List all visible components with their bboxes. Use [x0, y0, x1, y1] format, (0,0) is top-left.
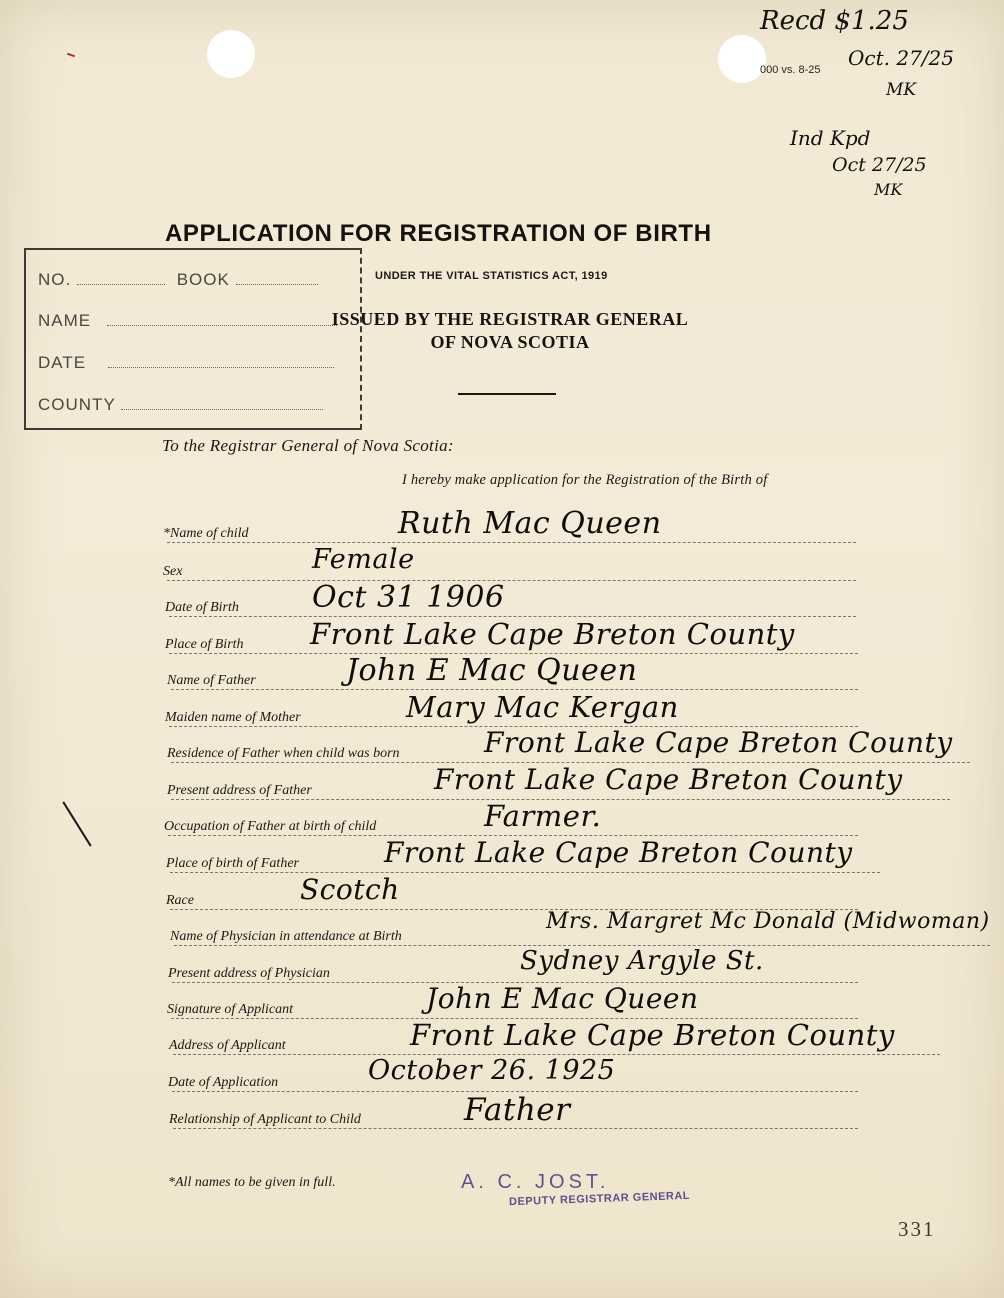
- record-date-label: DATE: [38, 353, 87, 372]
- record-date-row: [38, 353, 334, 373]
- field-10-value: Front Lake Cape Breton County: [384, 836, 853, 869]
- field-10-fill-line: [170, 872, 880, 873]
- field-12-value: Mrs. Margret Mc Donald (Midwoman): [546, 909, 990, 934]
- field-6-value: Mary Mac Kergan: [406, 690, 679, 724]
- field-9-label: Occupation of Father at birth of child: [164, 819, 377, 834]
- field-4-label: Place of Birth: [165, 637, 244, 652]
- deputy-stamp-name: A. C. JOST.: [461, 1171, 610, 1193]
- intro-text: I hereby make application for the Registration of the Birth of: [402, 472, 768, 488]
- field-15-label: Address of Applicant: [169, 1038, 286, 1053]
- field-13-label: Present address of Physician: [168, 966, 330, 981]
- registry-record-box: [24, 248, 362, 430]
- deputy-stamp-title: DEPUTY REGISTRAR GENERAL: [508, 1189, 691, 1209]
- punch-hole-left: [207, 30, 255, 78]
- page-number: 331: [898, 1217, 936, 1241]
- field-17-label: Relationship of Applicant to Child: [169, 1112, 361, 1127]
- record-county-row: [38, 395, 323, 415]
- field-5-label: Name of Father: [167, 673, 256, 688]
- fee-date-annotation: Oct. 27/25: [848, 46, 954, 70]
- field-16-value: October 26. 1925: [368, 1055, 616, 1086]
- field-12-label: Name of Physician in attendance at Birth: [170, 929, 402, 944]
- field-6-label: Maiden name of Mother: [165, 710, 301, 725]
- form-code: 000 vs. 8-25: [760, 64, 821, 76]
- issuer-line-2: OF NOVA SCOTIA: [430, 332, 590, 352]
- field-7-label: Residence of Father when child was born: [167, 746, 400, 761]
- margin-tick-mark: [62, 801, 91, 846]
- record-name-row: [38, 311, 337, 331]
- field-10-label: Place of birth of Father: [166, 856, 299, 871]
- field-11-value: Scotch: [300, 873, 400, 906]
- field-1-value: Ruth Mac Queen: [398, 506, 662, 541]
- note-initials-annotation: MK: [874, 180, 903, 199]
- record-book-label: BOOK: [176, 270, 230, 289]
- field-2-label: Sex: [163, 564, 183, 579]
- field-8-label: Present address of Father: [167, 783, 312, 798]
- title-divider: [458, 393, 556, 395]
- note-date-annotation: Oct 27/25: [832, 154, 927, 176]
- issuer-line-1: ISSUED BY THE REGISTRAR GENERAL: [331, 309, 689, 329]
- field-14-label: Signature of Applicant: [167, 1002, 293, 1017]
- field-4-value: Front Lake Cape Breton County: [310, 617, 795, 651]
- field-2-value: Female: [312, 544, 415, 575]
- salutation: To the Registrar General of Nova Scotia:: [162, 436, 454, 455]
- field-13-value: Sydney Argyle St.: [520, 946, 764, 976]
- field-17-value: Father: [464, 1092, 571, 1128]
- field-3-label: Date of Birth: [165, 600, 239, 615]
- field-9-value: Farmer.: [484, 799, 602, 833]
- footnote: *All names to be given in full.: [168, 1175, 336, 1190]
- note-annotation: Ind Kpd: [790, 126, 871, 150]
- act-reference: UNDER THE VITAL STATISTICS ACT, 1919: [375, 270, 608, 282]
- fee-annotation: Recd $1.25: [760, 6, 909, 36]
- punch-hole-right: [718, 35, 766, 83]
- field-17-fill-line: [173, 1128, 858, 1129]
- field-5-value: John E Mac Queen: [346, 653, 638, 688]
- field-11-label: Race: [166, 893, 194, 908]
- field-15-value: Front Lake Cape Breton County: [410, 1018, 895, 1052]
- fee-initials-annotation: MK: [886, 80, 917, 100]
- record-no-row: [38, 270, 318, 290]
- record-county-label: COUNTY: [38, 395, 116, 414]
- field-1-label: *Name of child: [163, 526, 249, 541]
- margin-dash-mark: [67, 53, 75, 58]
- field-2-fill-line: [167, 580, 856, 581]
- field-16-label: Date of Application: [168, 1075, 279, 1090]
- field-14-value: John E Mac Queen: [426, 982, 699, 1015]
- record-no-label: NO.: [38, 270, 72, 289]
- field-7-value: Front Lake Cape Breton County: [484, 726, 953, 759]
- field-3-value: Oct 31 1906: [312, 580, 505, 615]
- field-8-value: Front Lake Cape Breton County: [434, 763, 903, 796]
- field-1-fill-line: [167, 542, 856, 543]
- form-title: APPLICATION FOR REGISTRATION OF BIRTH: [165, 220, 712, 247]
- record-name-label: NAME: [38, 311, 92, 330]
